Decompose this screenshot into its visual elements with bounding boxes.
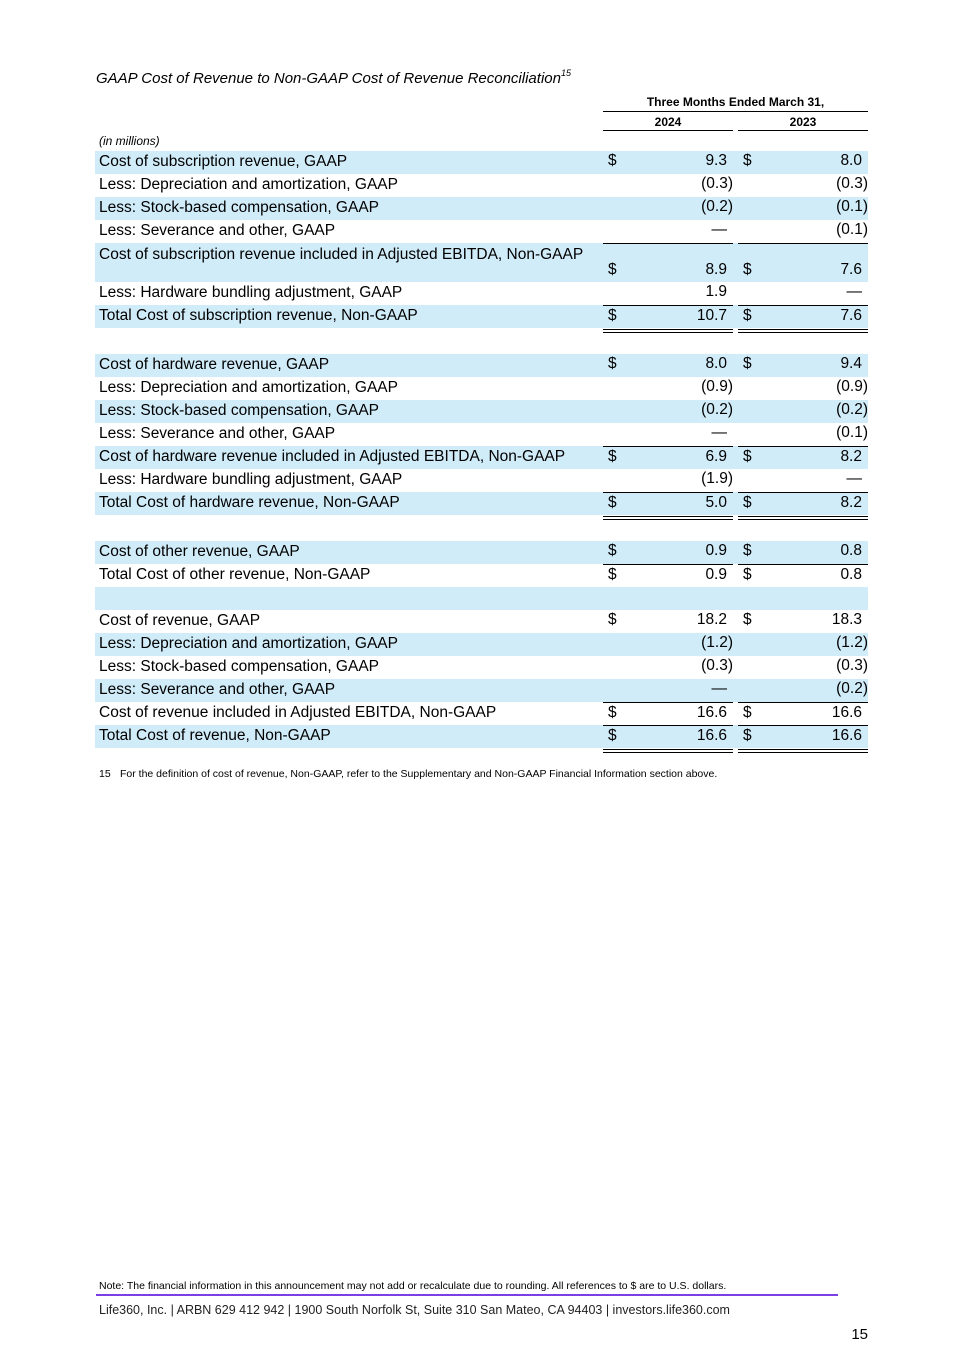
value-cell-2023 [738,725,868,753]
value-cell-2023 [738,282,868,305]
value-cell-2024 [603,400,733,423]
currency-symbol: $ [743,727,752,744]
cell-value: 0.9 [705,566,727,583]
cell-value: (1.2) [836,634,868,651]
cell-value: 1.9 [705,283,727,300]
table-row [95,220,868,243]
cell-value: (0.3) [701,657,733,674]
rounding-note: Note: The financial information in this announcement may not add or recalculate due to rounding. All references to $ are to U.S. dollars. [99,1280,727,1292]
currency-symbol: $ [608,355,617,372]
value-cell-2023 [738,423,868,446]
table-row [95,610,868,633]
row-label: Less: Depreciation and amortization, GAAP [99,635,398,652]
currency-symbol: $ [743,542,752,559]
table-row [95,423,868,446]
cell-value: 5.0 [705,494,727,511]
row-label: Less: Stock-based compensation, GAAP [99,199,380,216]
cell-value: 16.6 [696,704,727,721]
table-row [95,541,868,564]
cell-value: (0.2) [836,401,868,418]
row-label: Cost of revenue, GAAP [99,612,261,629]
value-cell-2023 [738,587,868,610]
cell-value: — [711,424,727,441]
value-cell-2023 [738,197,868,220]
row-label: Cost of other revenue, GAAP [99,543,300,560]
cell-value: — [711,680,727,697]
value-cell-2024 [603,174,733,197]
value-cell-2023 [738,400,868,423]
cell-value: 10.7 [696,307,727,324]
currency-symbol: $ [608,611,617,628]
row-label: Cost of hardware revenue, GAAP [99,356,330,373]
currency-symbol: $ [608,727,617,744]
value-cell-2024 [603,725,733,753]
cell-value: (0.3) [836,657,868,674]
currency-symbol: $ [743,152,752,169]
value-cell-2024 [603,446,733,470]
currency-symbol: $ [743,611,752,628]
cell-value: (0.9) [836,378,868,395]
table-row [95,174,868,197]
cell-value: 8.2 [840,448,862,465]
year-header-2023: 2023 [738,115,868,131]
cell-value: 0.8 [840,542,862,559]
cell-value: 7.6 [840,307,862,324]
cell-value: (1.9) [701,470,733,487]
units-label: (in millions) [99,134,160,148]
cell-value: 8.0 [840,152,862,169]
row-label: Less: Depreciation and amortization, GAAP [99,379,398,396]
row-label: Cost of subscription revenue, GAAP [99,153,348,170]
cell-value: 8.0 [705,355,727,372]
currency-symbol: $ [743,261,752,278]
table-row [95,633,868,656]
table-row [95,725,868,748]
cell-value: 16.6 [696,727,727,744]
currency-symbol: $ [608,448,617,465]
currency-symbol: $ [743,704,752,721]
table-row [95,492,868,515]
value-cell-2024 [603,610,733,633]
value-cell-2023 [738,305,868,333]
value-cell-2024 [603,220,733,243]
year-header-2024: 2024 [603,115,733,131]
row-label: Total Cost of other revenue, Non-GAAP [99,566,371,583]
period-header: Three Months Ended March 31, [603,95,868,112]
table-row [95,243,868,282]
value-cell-2023 [738,679,868,702]
report-title [96,68,571,87]
company-footer: Life360, Inc. | ARBN 629 412 942 | 1900 South Norfolk St, Suite 310 San Mateo, CA 94403 | investors.life360.com [99,1303,730,1317]
row-label: Less: Stock-based compensation, GAAP [99,658,380,675]
value-cell-2024 [603,469,733,492]
table-row [95,446,868,469]
cell-value: (1.2) [701,634,733,651]
cell-value: 7.6 [840,261,862,278]
cell-value: 6.9 [705,448,727,465]
value-cell-2024 [603,197,733,220]
value-cell-2024 [603,243,733,283]
row-label: Less: Severance and other, GAAP [99,222,336,239]
title-text: GAAP Cost of Revenue to Non-GAAP Cost of Revenue Reconciliation [96,70,561,87]
value-cell-2023 [738,469,868,492]
cell-value: 18.2 [696,611,727,628]
value-cell-2023 [738,702,868,726]
row-label: Less: Hardware bundling adjustment, GAAP [99,284,403,301]
footnote [99,768,717,780]
table-row [95,656,868,679]
currency-symbol: $ [743,494,752,511]
currency-symbol: $ [743,448,752,465]
currency-symbol: $ [743,355,752,372]
value-cell-2023 [738,354,868,377]
currency-symbol: $ [743,566,752,583]
currency-symbol: $ [608,307,617,324]
table-row [95,282,868,305]
table-row [95,377,868,400]
table-spacer-row [95,587,868,610]
title-footnote-ref: 15 [560,68,571,78]
currency-symbol: $ [743,307,752,324]
value-cell-2024 [603,633,733,656]
row-label: Cost of hardware revenue included in Adjusted EBITDA, Non-GAAP [99,448,566,465]
currency-symbol: $ [608,566,617,583]
row-label: Total Cost of subscription revenue, Non-GAAP [99,307,418,324]
table-row [95,564,868,587]
value-cell-2023 [738,610,868,633]
value-cell-2024 [603,541,733,564]
row-label: Less: Severance and other, GAAP [99,425,336,442]
table-row [95,469,868,492]
value-cell-2024 [603,702,733,726]
currency-symbol: $ [608,261,617,278]
table-row [95,305,868,328]
currency-symbol: $ [608,704,617,721]
cell-value: 9.3 [705,152,727,169]
cell-value: — [846,283,862,300]
value-cell-2023 [738,656,868,679]
value-cell-2024 [603,587,733,610]
value-cell-2024 [603,656,733,679]
cell-value: 9.4 [840,355,862,372]
table-row [95,702,868,725]
table-row [95,151,868,174]
row-label: Cost of revenue included in Adjusted EBITDA, Non-GAAP [99,704,497,721]
value-cell-2024 [603,492,733,520]
value-cell-2024 [603,305,733,333]
table-row [95,679,868,702]
row-label: Total Cost of hardware revenue, Non-GAAP [99,494,400,511]
value-cell-2024 [603,282,733,305]
value-cell-2023 [738,174,868,197]
cell-value: 0.9 [705,542,727,559]
row-label: Less: Hardware bundling adjustment, GAAP [99,471,403,488]
row-label: Less: Severance and other, GAAP [99,681,336,698]
cell-value: (0.2) [701,401,733,418]
cell-value: 8.2 [840,494,862,511]
value-cell-2024 [603,377,733,400]
footnote-text: For the definition of cost of revenue, Non-GAAP, refer to the Supplementary and Non-GAAP Financial Information section above. [120,768,718,780]
cell-value: 0.8 [840,566,862,583]
footnote-number: 15 [99,768,111,780]
cell-value: (0.2) [701,198,733,215]
row-label: Cost of subscription revenue included in Adjusted EBITDA, Non-GAAP [99,246,584,263]
value-cell-2023 [738,492,868,520]
row-label: Less: Stock-based compensation, GAAP [99,402,380,419]
value-cell-2023 [738,220,868,243]
cell-value: (0.9) [701,378,733,395]
value-cell-2024 [603,151,733,174]
cell-value: 16.6 [831,727,862,744]
reconciliation-table [95,151,868,748]
cell-value: — [711,221,727,238]
value-cell-2024 [603,423,733,446]
row-label: Less: Depreciation and amortization, GAAP [99,176,398,193]
table-row [95,354,868,377]
cell-value: 18.3 [831,611,862,628]
table-row [95,197,868,220]
cell-value: (0.1) [836,424,868,441]
cell-value: — [846,470,862,487]
value-cell-2024 [603,354,733,377]
value-cell-2023 [738,151,868,174]
cell-value: (0.3) [701,175,733,192]
currency-symbol: $ [608,494,617,511]
value-cell-2023 [738,541,868,564]
cell-value: (0.1) [836,221,868,238]
footer-divider [96,1294,838,1296]
value-cell-2023 [738,446,868,470]
table-row [95,400,868,423]
cell-value: (0.3) [836,175,868,192]
row-label: Total Cost of revenue, Non-GAAP [99,727,331,744]
page-number: 15 [851,1326,868,1343]
value-cell-2023 [738,633,868,656]
cell-value: (0.1) [836,198,868,215]
cell-value: 8.9 [705,261,727,278]
currency-symbol: $ [608,542,617,559]
value-cell-2023 [738,377,868,400]
value-cell-2024 [603,679,733,702]
cell-value: (0.2) [836,680,868,697]
value-cell-2023 [738,243,868,283]
cell-value: 16.6 [831,704,862,721]
currency-symbol: $ [608,152,617,169]
